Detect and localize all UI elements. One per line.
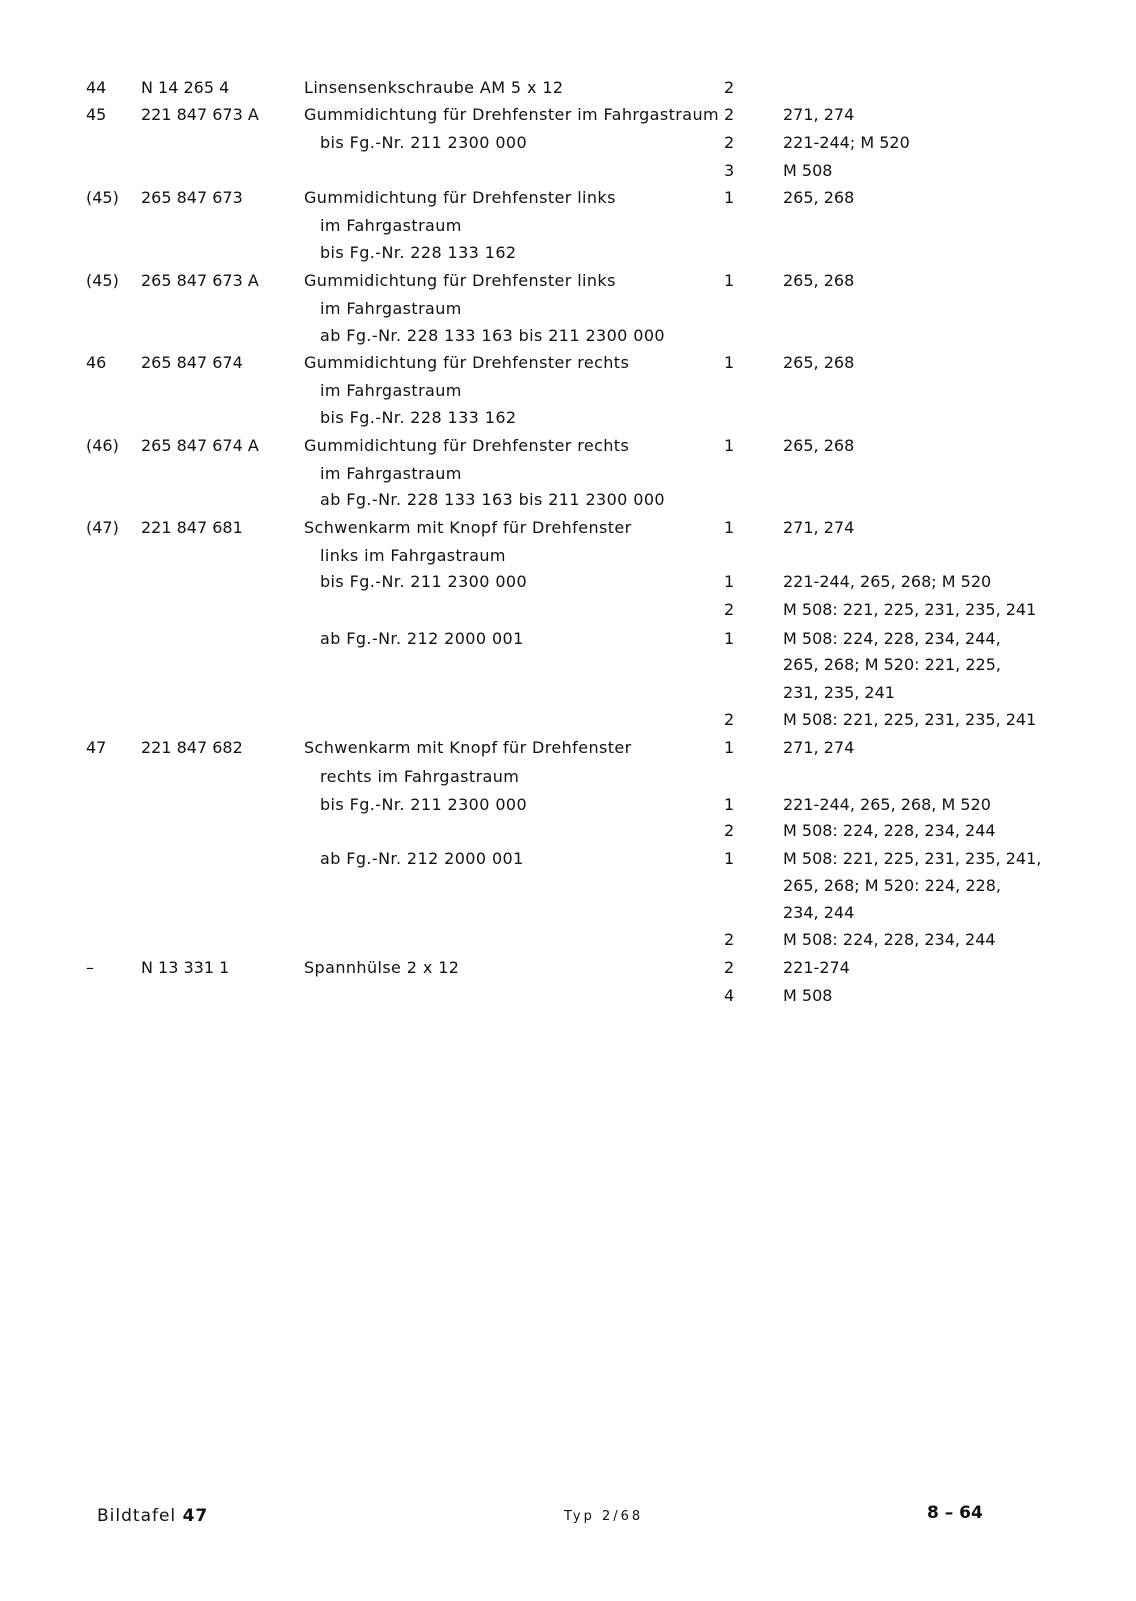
- position-number: (45): [86, 271, 119, 290]
- remarks: 221-244, 265, 268; M 520: [783, 572, 992, 591]
- remarks: 265, 268: [783, 188, 855, 207]
- remarks: 265, 268; M 520: 221, 225,: [783, 655, 1001, 674]
- remarks: M 508: 221, 225, 231, 235, 241,: [783, 849, 1042, 868]
- quantity: 1: [724, 271, 735, 290]
- description: rechts im Fahrgastraum: [320, 767, 520, 786]
- part-number: 265 847 673 A: [141, 271, 259, 290]
- remarks: M 508: [783, 986, 833, 1005]
- remarks: 271, 274: [783, 105, 855, 124]
- description: Gummidichtung für Drehfenster rechts: [304, 436, 630, 455]
- remarks: 265, 268: [783, 271, 855, 290]
- position-number: 46: [86, 353, 107, 372]
- description: Schwenkarm mit Knopf für Drehfenster: [304, 518, 632, 537]
- quantity: 2: [724, 105, 735, 124]
- description: bis Fg.-Nr. 211 2300 000: [320, 572, 528, 591]
- remarks: M 508: 224, 228, 234, 244: [783, 821, 996, 840]
- quantity: 2: [724, 958, 735, 977]
- quantity: 1: [724, 849, 735, 868]
- part-number: N 13 331 1: [141, 958, 230, 977]
- description: Gummidichtung für Drehfenster im Fahrgastraum: [304, 105, 719, 124]
- part-number: 221 847 681: [141, 518, 243, 537]
- description: im Fahrgastraum: [320, 299, 462, 318]
- quantity: 1: [724, 188, 735, 207]
- description: im Fahrgastraum: [320, 216, 462, 235]
- position-number: (47): [86, 518, 119, 537]
- part-number: N 14 265 4: [141, 78, 230, 97]
- description: ab Fg.-Nr. 212 2000 001: [320, 629, 524, 648]
- remarks: M 508: 224, 228, 234, 244: [783, 930, 996, 949]
- description: bis Fg.-Nr. 228 133 162: [320, 408, 517, 427]
- quantity: 1: [724, 738, 735, 757]
- description: im Fahrgastraum: [320, 381, 462, 400]
- quantity: 1: [724, 629, 735, 648]
- plate-label: [97, 1506, 208, 1526]
- remarks: M 508: [783, 161, 833, 180]
- page-number: 8 – 64: [927, 1503, 983, 1523]
- description: Gummidichtung für Drehfenster rechts: [304, 353, 630, 372]
- description: Gummidichtung für Drehfenster links: [304, 271, 616, 290]
- quantity: 2: [724, 600, 735, 619]
- description: Schwenkarm mit Knopf für Drehfenster: [304, 738, 632, 757]
- remarks: 265, 268: [783, 436, 855, 455]
- description: bis Fg.-Nr. 211 2300 000: [320, 133, 528, 152]
- description: Gummidichtung für Drehfenster links: [304, 188, 616, 207]
- quantity: 2: [724, 133, 735, 152]
- part-number: 265 847 673: [141, 188, 243, 207]
- part-number: 265 847 674 A: [141, 436, 259, 455]
- remarks: M 508: 221, 225, 231, 235, 241: [783, 710, 1037, 729]
- position-number: –: [86, 958, 94, 977]
- description: ab Fg.-Nr. 228 133 163 bis 211 2300 000: [320, 326, 665, 345]
- description: ab Fg.-Nr. 212 2000 001: [320, 849, 524, 868]
- quantity: 2: [724, 78, 735, 97]
- description: bis Fg.-Nr. 211 2300 000: [320, 795, 528, 814]
- description: links im Fahrgastraum: [320, 546, 506, 565]
- quantity: 2: [724, 710, 735, 729]
- plate-number: 47: [182, 1506, 209, 1526]
- plate-label-text: Bildtafel: [97, 1506, 177, 1526]
- remarks: 221-244; M 520: [783, 133, 910, 152]
- quantity: 1: [724, 572, 735, 591]
- position-number: (45): [86, 188, 119, 207]
- remarks: 221-244, 265, 268, M 520: [783, 795, 991, 814]
- quantity: 2: [724, 821, 735, 840]
- position-number: 44: [86, 78, 107, 97]
- quantity: 1: [724, 436, 735, 455]
- position-number: (46): [86, 436, 119, 455]
- part-number: 265 847 674: [141, 353, 243, 372]
- description: Spannhülse 2 x 12: [304, 958, 460, 977]
- type-label: Typ 2/68: [564, 1509, 644, 1524]
- remarks: 265, 268; M 520: 224, 228,: [783, 876, 1001, 895]
- quantity: 1: [724, 518, 735, 537]
- remarks: 265, 268: [783, 353, 855, 372]
- position-number: 45: [86, 105, 107, 124]
- remarks: 234, 244: [783, 903, 855, 922]
- part-number: 221 847 673 A: [141, 105, 259, 124]
- remarks: 231, 235, 241: [783, 683, 895, 702]
- description: im Fahrgastraum: [320, 464, 462, 483]
- quantity: 1: [724, 795, 735, 814]
- description: Linsensenkschraube AM 5 x 12: [304, 78, 564, 97]
- quantity: 4: [724, 986, 735, 1005]
- remarks: 221-274: [783, 958, 850, 977]
- remarks: M 508: 224, 228, 234, 244,: [783, 629, 1001, 648]
- quantity: 2: [724, 930, 735, 949]
- remarks: 271, 274: [783, 518, 855, 537]
- part-number: 221 847 682: [141, 738, 243, 757]
- description: bis Fg.-Nr. 228 133 162: [320, 243, 517, 262]
- remarks: 271, 274: [783, 738, 855, 757]
- quantity: 3: [724, 161, 735, 180]
- quantity: 1: [724, 353, 735, 372]
- description: ab Fg.-Nr. 228 133 163 bis 211 2300 000: [320, 490, 665, 509]
- remarks: M 508: 221, 225, 231, 235, 241: [783, 600, 1037, 619]
- position-number: 47: [86, 738, 107, 757]
